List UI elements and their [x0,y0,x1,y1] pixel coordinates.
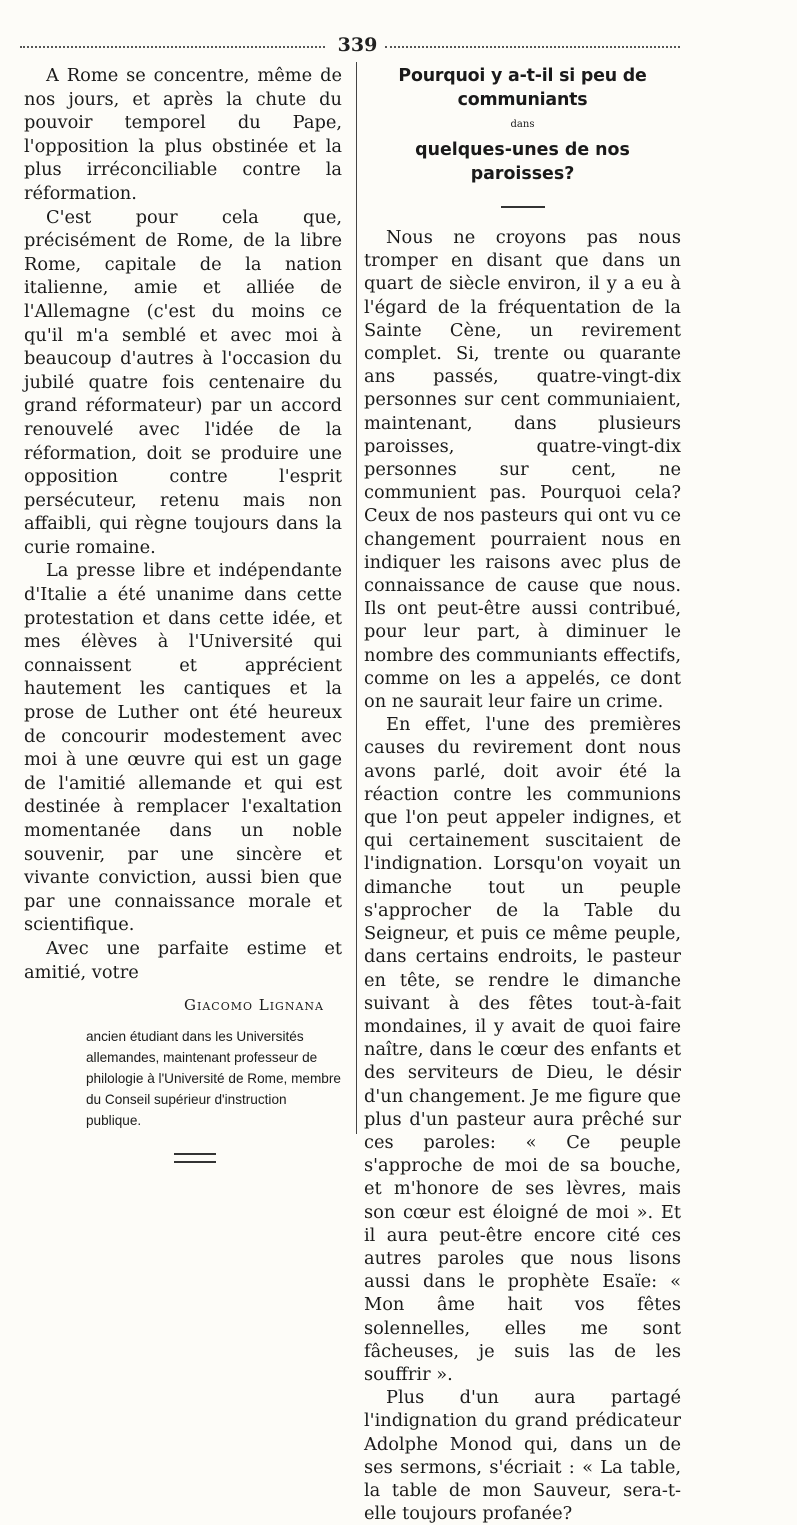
paragraph: La presse libre et indépendante d'Italie a été unanime dans cette protestation et dans cette idée, et mes élèves à l'Université qui connaissent et apprécient hautement les cantiques et la prose de Luther ont été heureux de concourir modestement avec moi à une œuvre qui est un gage de l'amitié allemande et qui est destinée à remplacer l'exaltation momentanée dans un noble souvenir, par une sincère et vivante conviction, aussi bien que par une connaissance morale et scientifique. [24,560,342,936]
paragraph: En effet, l'une des premières causes du revirement dont nous avons parlé, doit avoir été la réaction contre les communions que l'on peut appeler indignes, et qui certainement suscitaient de l'indignation. Lorsqu'on voyait un dimanche tout un peuple s'approcher de la Table du Seigneur, et puis ce même peuple, dans certains endroits, le pasteur en tête, se rendre le dimanche suivant à des fêtes tout-à-fait mondaines, il y avait de quoi faire naître, dans le cœur des enfants et des serviteurs de Dieu, le désir d'un changement. Je me figure que plus d'un pasteur aura prêché sur ces paroles: « Ce peuple s'approche de moi de sa bouche, et m'honore de ses lèvres, mais son cœur est éloigné de moi ». Et il aura peut-être encore cité ces autres paroles que nous lisons aussi dans le prophète Esaïe: « Mon âme hait vos fêtes solennelles, elles me sont fâcheuses, je suis las de les souffrir ». [364,714,681,1385]
page-number: 339 [337,34,378,56]
header-rule-right [385,46,680,48]
column-divider [356,62,357,1134]
title-rule [501,206,545,208]
article-subtitle: quelques-unes de nos paroisses? [415,140,630,184]
article-title-connector: dans [510,119,535,130]
article-title: Pourquoi y a-t-il si peu de communiants [398,66,647,110]
paragraph: Nous ne croyons pas nous tromper en disant que dans un quart de siècle environ, il y a eu à l'égard de la fréquentation de la Sainte Cène, un revirement complet. Si, trente ou quarante ans passés, quatre-vingt-dix personnes sur cent communiaient, maintenant, dans plusieurs paroisses, quatre-vingt-dix personnes sur cent, ne communient pas. Pourquoi cela? Ceux de nos pasteurs qui ont vu ce changement pourraient nous en indiquer les raisons avec plus de connaissance de cause que nous. Ils ont peut-être aussi contribué, pour leur part, à diminuer le nombre des communiants effectifs, comme on les a appelés, ce dont on ne saurait leur faire un crime. [364,227,681,713]
paragraph: C'est pour cela que, précisément de Rome, de la libre Rome, capitale de la nation italienne, amie et alliée de l'Allemagne (c'est du moins ce qu'il m'a semblé et avec moi à beaucoup d'autres à l'occasion du jubilé quatre fois centenaire du grand réformateur) par un accord renouvelé avec l'idée de la réformation, doit se produire une opposition contre l'esprit persécuteur, retenu mais non affaibli, qui règne toujours dans la curie romaine. [24,206,342,558]
header-rule-left [20,46,325,48]
page-header [20,34,680,56]
right-column [364,64,681,1525]
signature-description: ancien étudiant dans les Universités allemandes, maintenant professeur de philologie à l'Université de Rome, membre du Conseil supérieur d'instruction publique. [86,1028,341,1128]
paragraph: A Rome se concentre, même de nos jours, et après la chute du pouvoir temporel du Pape, l'opposition la plus obstinée et la plus irréconciliable contre la réformation. [24,65,342,204]
paragraph: Plus d'un aura partagé l'indignation du grand prédicateur Adolphe Monod qui, dans un de ses sermons, s'écriait : « La table, la table de mon Sauveur, sera-t-elle toujours profanée? [364,1387,681,1525]
left-column [24,64,342,1163]
closing-line: Avec une parfaite estime et amitié, votre [24,937,342,983]
signature-name: Giacomo Lignana [184,996,324,1015]
end-mark [174,1153,216,1163]
